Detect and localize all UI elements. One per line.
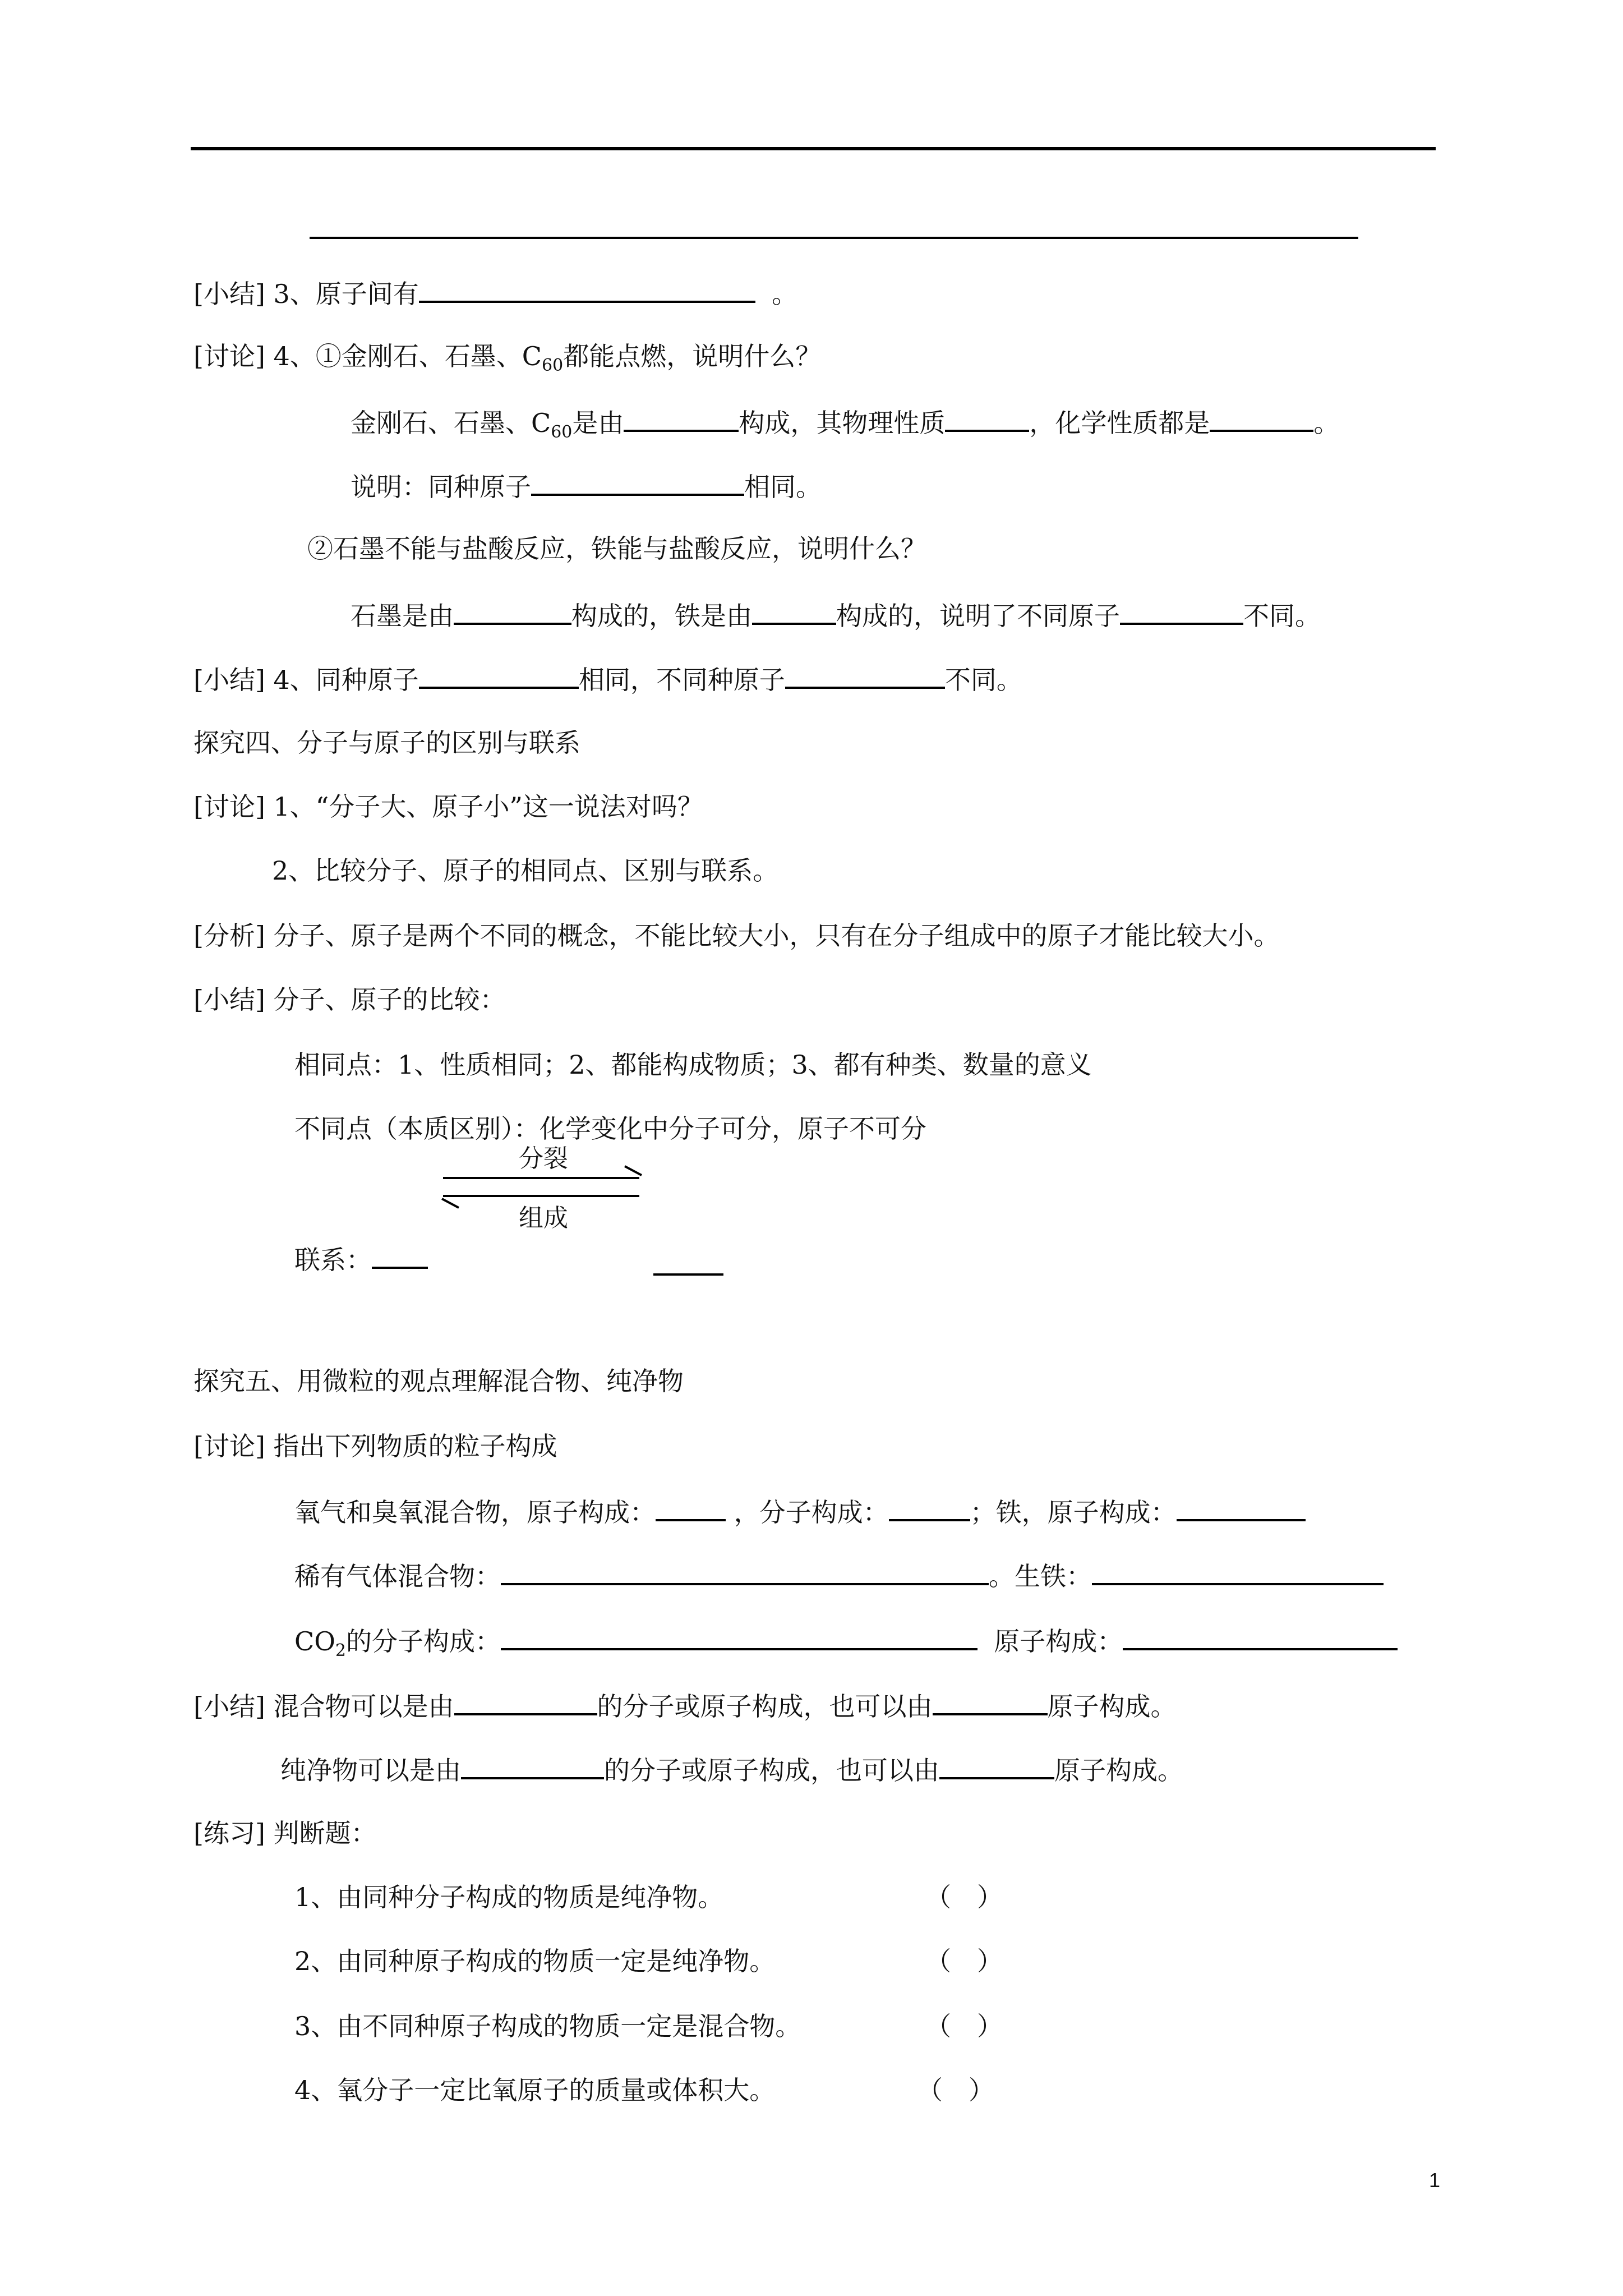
blank[interactable] <box>531 467 744 496</box>
practice-bracket[interactable]: （ ） <box>925 1882 1003 1912</box>
discussion-5-row2: 稀有气体混合物： 。生铁： <box>294 1556 1384 1594</box>
blank[interactable] <box>454 1686 597 1715</box>
discussion-5-row3: $CO_2$的分子构成： 原子构成： <box>294 1621 1398 1659</box>
blank[interactable] <box>785 660 945 689</box>
arrow-right-head <box>624 1165 642 1176</box>
header-rule <box>191 147 1436 150</box>
blank[interactable] <box>1120 596 1243 625</box>
link-row: 联系： <box>294 1240 428 1278</box>
blank[interactable] <box>889 1492 970 1521</box>
blank[interactable] <box>1092 1556 1384 1585</box>
blank[interactable] <box>1177 1492 1306 1521</box>
blank[interactable] <box>653 1246 723 1276</box>
practice-bracket[interactable]: （ ） <box>925 1946 1003 1976</box>
discussion-4-line3: 说明：同种原子 相同。 <box>351 467 822 505</box>
summary-5-line2: 纯净物可以是由 的分子或原子构成，也可以由 原子构成。 <box>280 1750 1183 1788</box>
summary-compare-title: [小结] 分子、原子的比较： <box>193 984 506 1015</box>
summary-5-line1: [小结] 混合物可以是由 的分子或原子构成，也可以由 原子构成。 <box>193 1686 1177 1724</box>
practice-bracket[interactable]: （ ） <box>925 2011 1003 2041</box>
discussion-4-q1: [讨论] 4、①金刚石、石墨、$C_{60}$都能点燃，说明什么？ <box>193 341 822 376</box>
discussion-q2: 2、比较分子、原子的相同点、区别与联系。 <box>272 855 779 886</box>
summary-3: [小结] 3、原子间有 。 <box>193 274 797 312</box>
blank[interactable] <box>419 274 755 303</box>
blank[interactable] <box>656 1492 726 1521</box>
blank[interactable] <box>1210 403 1313 432</box>
blank[interactable] <box>461 1750 604 1779</box>
arrow-label-split: 分裂 <box>519 1144 568 1173</box>
blank[interactable] <box>501 1621 978 1650</box>
blank[interactable] <box>454 596 571 625</box>
blank[interactable] <box>1123 1621 1398 1650</box>
arrow-label-compose: 组成 <box>519 1204 568 1232</box>
discussion-4-q2: ②石墨不能与盐酸反应，铁能与盐酸反应，说明什么？ <box>307 533 926 564</box>
discussion-4-line5: 石墨是由 构成的，铁是由 构成的，说明了不同原子 不同。 <box>351 596 1321 634</box>
page-number: 1 <box>1429 2169 1441 2192</box>
practice-item: 2、由同种原子构成的物质一定是纯净物。 <box>294 1946 776 1976</box>
answer-line <box>310 237 1358 239</box>
blank[interactable] <box>933 1686 1048 1715</box>
practice-item: 1、由同种分子构成的物质是纯净物。 <box>294 1882 724 1912</box>
blank[interactable] <box>945 403 1029 432</box>
discussion-5-row1: 氧气和臭氧混合物，原子构成： ，分子构成： ；铁，原子构成： <box>294 1492 1306 1530</box>
practice-item: 3、由不同种原子构成的物质一定是混合物。 <box>294 2011 801 2041</box>
practice-item: 4、氧分子一定比氧原子的质量或体积大。 <box>294 2075 776 2105</box>
summary-4: [小结] 4、同种原子 相同，不同种原子 不同。 <box>193 660 1022 698</box>
arrow-right <box>443 1177 639 1179</box>
section-title-explore-5: 探究五、用微粒的观点理解混合物、纯净物 <box>193 1366 684 1396</box>
blank[interactable] <box>419 660 579 689</box>
discussion-5: [讨论] 指出下列物质的粒子构成 <box>193 1431 557 1461</box>
blank[interactable] <box>501 1556 989 1585</box>
same-points: 相同点：1、性质相同；2、都能构成物质；3、都有种类、数量的意义 <box>294 1050 1092 1080</box>
blank[interactable] <box>372 1240 428 1269</box>
arrow-left-head <box>441 1198 459 1208</box>
analysis: [分析] 分子、原子是两个不同的概念，不能比较大小，只有在分子组成中的原子才能比较大小。 <box>193 921 1280 951</box>
practice-bracket[interactable]: （ ） <box>917 2075 994 2105</box>
blank[interactable] <box>939 1750 1054 1779</box>
discussion-4-line2: 金刚石、石墨、$C_{60}$是由 构成，其物理性质 ，化学性质都是 。 <box>351 403 1339 441</box>
section-title-explore-4: 探究四、分子与原子的区别与联系 <box>193 728 580 758</box>
blank[interactable] <box>624 403 739 432</box>
diff-points: 不同点（本质区别）：化学变化中分子可分，原子不可分 <box>294 1114 926 1144</box>
arrow-left <box>443 1195 639 1197</box>
blank[interactable] <box>752 596 836 625</box>
discussion-q1: [讨论] 1、“分子大、原子小”这一说法对吗？ <box>193 792 703 822</box>
practice-title: [练习] 判断题： <box>193 1818 377 1848</box>
